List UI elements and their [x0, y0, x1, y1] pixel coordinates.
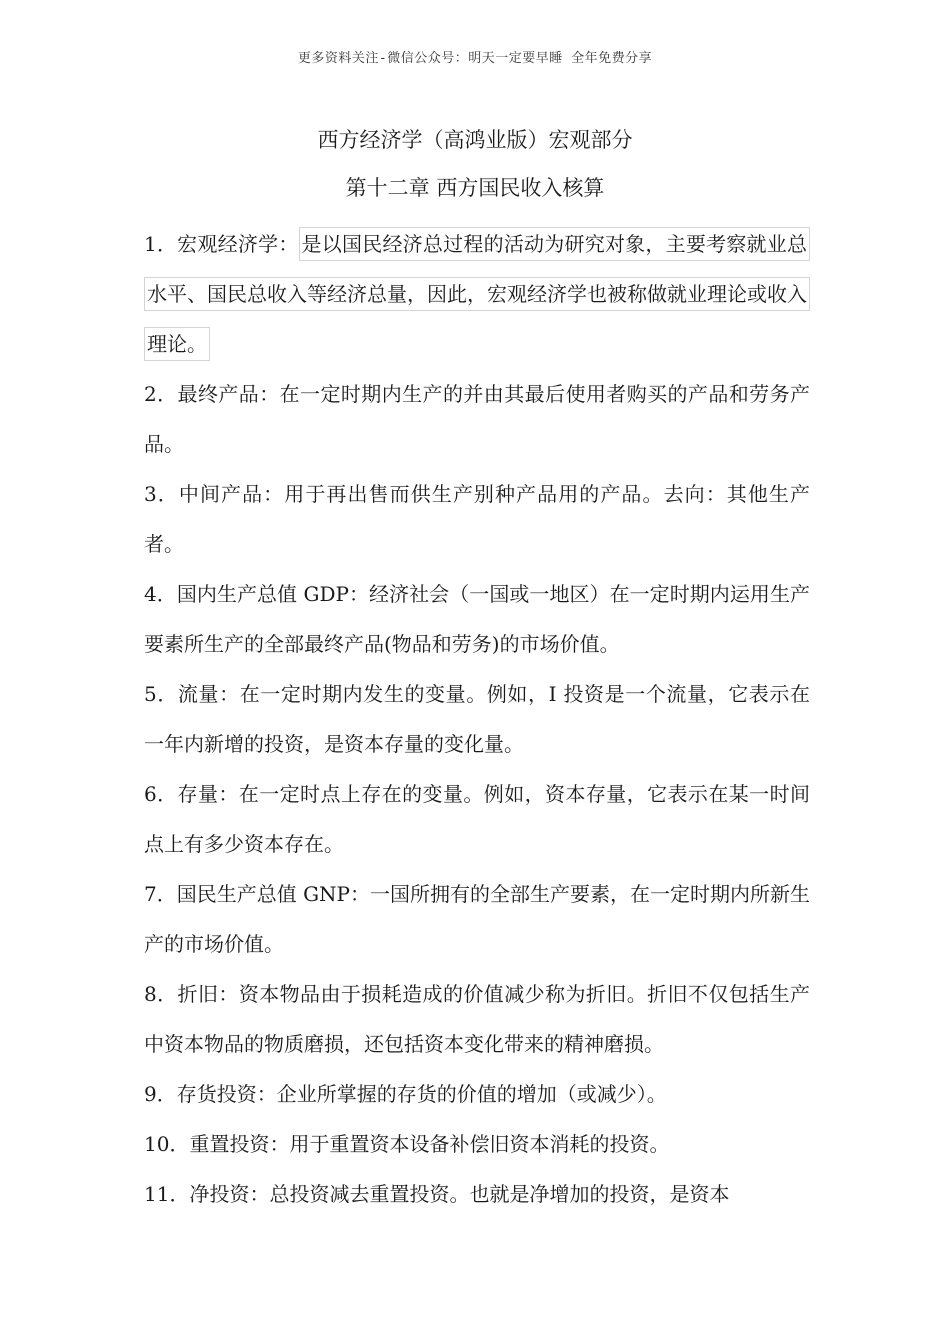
definition-item	[144, 469, 810, 569]
definition-text: 企业所掌握的存货的价值的增加（或减少）。	[276, 1082, 667, 1106]
definition-term: 8．折旧：	[144, 982, 239, 1006]
definition-term: 4．国内生产总值 GDP：	[144, 582, 370, 606]
chapter-title: 第十二章 西方国民收入核算	[345, 176, 605, 200]
definition-text: 一国所拥有的全部生产要素，在一定时期内所新生产的市场价值。	[144, 882, 811, 956]
definition-item	[144, 219, 810, 369]
definition-term: 5．流量：	[144, 682, 240, 706]
definition-item	[144, 969, 810, 1069]
definition-item	[144, 1169, 810, 1219]
definition-text: 在一定时期内生产的并由其最后使用者购买的产品和劳务产品。	[144, 382, 811, 456]
definition-term: 9．存货投资：	[144, 1082, 277, 1106]
definition-term: 2．最终产品：	[144, 382, 280, 406]
definition-text: 在一定时点上存在的变量。例如，资本存量，它表示在某一时间点上有多少资本存在。	[144, 782, 811, 856]
definition-term: 10．重置投资：	[144, 1132, 290, 1156]
definition-text: 资本物品由于损耗造成的价值减少称为折旧。折旧不仅包括生产中资本物品的物质磨损，还包括资本变化带来的精神磨损。	[144, 982, 811, 1056]
definitions-list	[144, 219, 810, 1219]
definition-term: 3．中间产品：	[144, 482, 285, 506]
definition-term: 6．存量：	[144, 782, 239, 806]
definition-item	[144, 869, 810, 969]
definition-item	[144, 1119, 810, 1169]
definition-term: 11．净投资：	[144, 1182, 270, 1206]
definition-text: 在一定时期内发生的变量。例如，I 投资是一个流量，它表示在一年内新增的投资，是资本存量的变化量。	[144, 682, 810, 756]
definition-text: 总投资减去重置投资。也就是净增加的投资，是资本	[269, 1182, 730, 1206]
definition-term: 7．国民生产总值 GNP：	[144, 882, 371, 906]
definition-item	[144, 569, 810, 669]
definition-item	[144, 1069, 810, 1119]
definition-item	[144, 769, 810, 869]
highlighted-definition: 是以国民经济总过程的活动为研究对象，主要考察就业总水平、国民总收入等经济总量，因此，宏观经济学也被称做就业理论或收入理论。	[144, 227, 810, 361]
definition-term: 1．宏观经济学：	[144, 232, 299, 256]
definition-item	[144, 669, 810, 769]
definition-item	[144, 369, 810, 469]
header-note: 更多资料关注-微信公众号：明天一定要早睡 全年免费分享	[297, 51, 653, 66]
definition-text: 用于再出售而供生产别种产品用的产品。去向：其他生产者。	[144, 482, 811, 556]
document-title: 西方经济学（高鸿业版）宏观部分	[317, 128, 633, 152]
definition-text: 用于重置资本设备补偿旧资本消耗的投资。	[289, 1132, 670, 1156]
definition-text: 经济社会（一国或一地区）在一定时期内运用生产要素所生产的全部最终产品(物品和劳务)的市场价值。	[144, 582, 810, 656]
